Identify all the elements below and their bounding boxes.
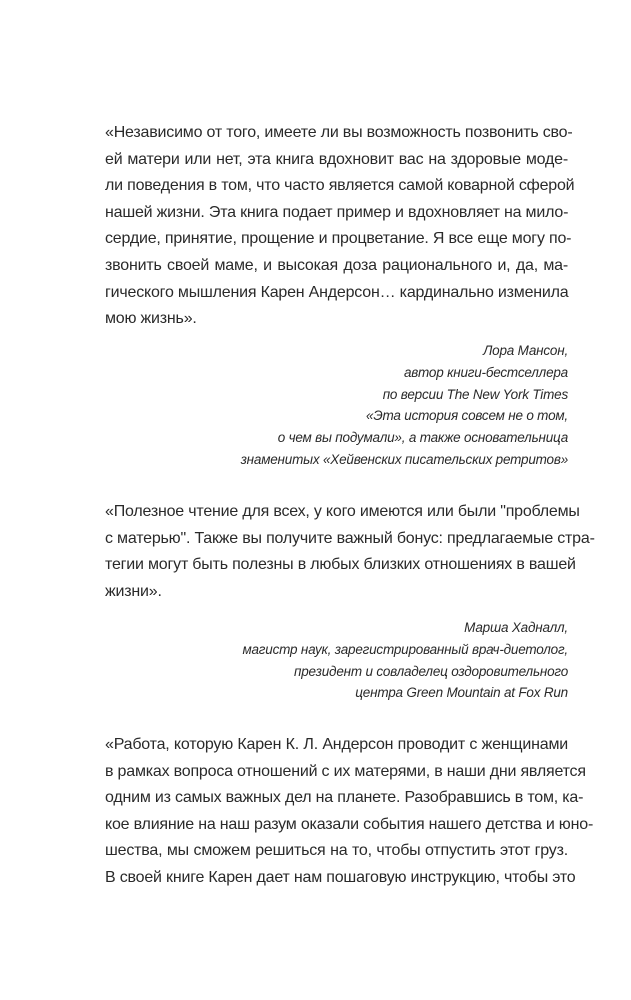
quote-line: одним из самых важных дел на планете. Разобравшись в том, ка- [105, 789, 584, 807]
attribution-line: магистр наук, зарегистрированный врач-диетолог, [242, 641, 568, 657]
quote-2 [105, 499, 595, 605]
attribution-line: знаменитых «Хейвенских писательских ретритов» [240, 451, 568, 467]
attribution-1 [241, 340, 568, 471]
attribution-line: Марша Хадналл, [464, 620, 568, 635]
quote-line: мою жизнь». [105, 310, 197, 328]
attribution-2 [242, 617, 568, 704]
quote-1 [105, 120, 575, 333]
quote-line: кое влияние на наш разум оказали события нашего детства и юно- [105, 815, 594, 833]
quote-line: с матерью". Также вы получите важный бонус: предлагаемые стра- [105, 529, 595, 547]
quote-line: «Полезное чтение для всех, у кого имеются или были "проблемы [105, 503, 580, 520]
quote-3 [105, 732, 594, 892]
quote-line: в рамках вопроса отношений с их матерями, в наши дни является [105, 762, 586, 780]
quote-line: «Независимо от того, имеете ли вы возможность позвонить сво- [105, 124, 573, 141]
attribution-line: центра Green Mountain at Fox Run [355, 685, 568, 701]
quote-line: нашей жизни. Эта книга подает пример и вдохновляет на мило- [105, 203, 569, 221]
quote-line: В своей книге Карен дает нам пошаговую инструкцию, чтобы это [105, 868, 576, 886]
attribution-line: Лора Мансон, [483, 343, 568, 358]
attribution-line: о чем вы подумали», а также основательница [277, 430, 568, 446]
quote-line: звонить своей маме, и высокая доза рационального и, да, ма- [105, 256, 568, 274]
quote-line: гического мышления Карен Андерсон… кардинально изменила [105, 283, 569, 301]
quote-line: шества, мы сможем решиться на то, чтобы отпустить этот груз. [105, 842, 568, 860]
quote-line: ли поведения в том, что часто является самой коварной сферой [105, 177, 575, 195]
attribution-line: «Эта история совсем не о том, [366, 408, 568, 424]
quote-line: сердие, принятие, прощение и процветание. Я все еще могу по- [105, 230, 572, 248]
quote-line: «Работа, которую Карен К. Л. Андерсон проводит с женщинами [105, 736, 568, 753]
attribution-line: автор книги-бестселлера [404, 364, 568, 380]
quote-line: тегии могут быть полезны в любых близких отношениях в вашей [105, 556, 576, 574]
quote-line: ей матери или нет, эта книга вдохновит вас на здоровые моде- [105, 150, 568, 168]
attribution-line: по версии The New York Times [382, 386, 568, 402]
quote-line: жизни». [105, 582, 162, 600]
attribution-line: президент и совладелец оздоровительного [293, 663, 568, 679]
